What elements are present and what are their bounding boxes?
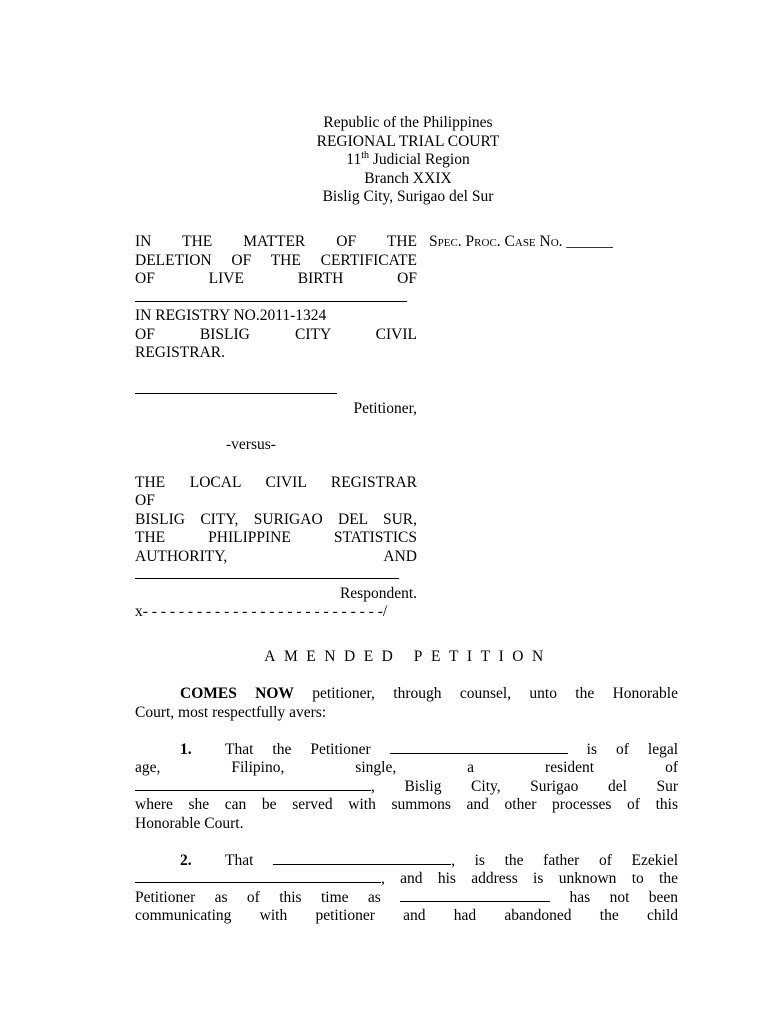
p2-line-3a: Petitioner as of this time as [135, 888, 381, 906]
header-court: REGIONAL TRIAL COURT [316, 132, 500, 150]
p2-line-1a: That [225, 851, 254, 869]
header-branch: Branch XXIX [364, 169, 452, 187]
header-republic: Republic of the Philippines [323, 114, 493, 131]
caption-line-5: IN REGISTRY NO.2011-1324 [135, 307, 327, 324]
p2-line-2b: , and his address is unknown to the [381, 870, 678, 887]
petitioner-label: Petitioner, [353, 399, 417, 417]
caption-spacer-4 [135, 455, 417, 474]
p1-line-1 [135, 741, 678, 760]
p1-line-1b: is of legal [586, 740, 679, 758]
caption-separator: x- - - - - - - - - - - - - - - - - - - - - - - - - - -/ [135, 603, 388, 620]
p2-line-1b: , is the father of Ezekiel [451, 851, 679, 869]
p1-line-4: where she can be served with summons and other processes of this [135, 796, 678, 813]
p1-line-2: age, Filipino, single, a resident of [135, 759, 678, 776]
p1-line-3 [135, 778, 678, 797]
case-number-label: Spec. Proc. Case No. [429, 233, 563, 250]
respondent-line-4: THE PHILIPPINE STATISTICS [135, 529, 417, 546]
case-caption [135, 233, 417, 622]
p1-number: 1. [180, 740, 192, 758]
caption-spacer-2 [135, 418, 417, 437]
p2-number: 2. [180, 851, 192, 869]
body-spacer-2 [135, 833, 678, 852]
caption-line-6: OF BISLIG CITY CIVIL [135, 325, 417, 343]
caption-line-1: IN THE MATTER OF THE [135, 233, 417, 250]
caption-name-blank [135, 289, 417, 308]
respondent-label: Respondent. [339, 584, 417, 602]
case-number [429, 233, 613, 252]
p2-line-3b: has not been [569, 888, 679, 906]
intro-paragraph [135, 685, 678, 722]
caption-line-2: DELETION OF THE CERTIFICATE [135, 251, 417, 269]
p2-line-3 [135, 889, 678, 908]
comes-now-bold: COMES NOW [180, 685, 294, 702]
petition-body [135, 685, 678, 926]
respondent-line-3: BISLIG CITY, SURIGAO DEL SUR, [135, 510, 417, 528]
intro-line-1 [135, 685, 678, 704]
court-header [0, 114, 768, 207]
paragraph-1 [135, 741, 678, 834]
body-spacer [135, 722, 678, 741]
caption-line-7: REGISTRAR. [135, 344, 225, 361]
petitioner-name-blank [135, 381, 417, 400]
header-city: Bislig City, Surigao del Sur [322, 188, 494, 205]
caption-spacer-3 [135, 437, 417, 456]
document-title: AMENDED PETITION [264, 648, 552, 665]
p2-line-2 [135, 870, 678, 889]
caption-line-3: OF LIVE BIRTH OF [135, 270, 417, 287]
respondent-name-blank [135, 566, 417, 585]
respondent-line-5: AUTHORITY, AND [135, 547, 417, 565]
intro-line-1-rest: petitioner, through counsel, unto the Honorable [293, 685, 678, 702]
p2-line-4: communicating with petitioner and had abandoned the child [135, 907, 678, 924]
p1-line-3b: , Bislig City, Surigao del Sur [371, 777, 678, 795]
respondent-line-2: OF [135, 492, 155, 509]
paragraph-2 [135, 852, 678, 926]
p2-line-1 [135, 852, 678, 871]
intro-line-2: Court, most respectfully avers: [135, 703, 327, 721]
p1-line-5: Honorable Court. [135, 814, 244, 832]
versus-label: -versus- [226, 436, 276, 453]
p1-line-1a: That the Petitioner [225, 740, 371, 758]
region-text: Judicial Region [368, 151, 470, 168]
header-region [0, 151, 768, 170]
region-ordinal: th [361, 149, 369, 161]
region-number: 11 [346, 151, 362, 168]
caption-spacer [135, 363, 417, 382]
case-number-blank: ______ [566, 233, 613, 250]
respondent-line-1: THE LOCAL CIVIL REGISTRAR [135, 473, 417, 491]
